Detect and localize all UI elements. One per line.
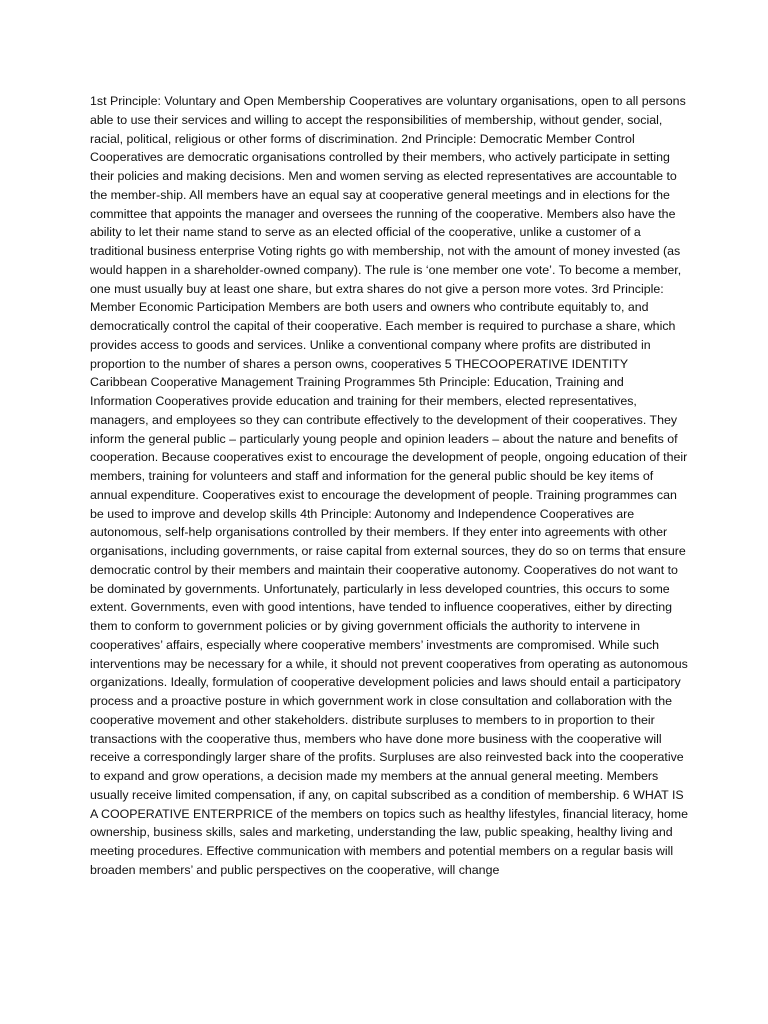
body-text: 1st Principle: Voluntary and Open Membership Cooperatives are voluntary organisations, open to all persons able to use their services and willing to accept the responsibilities of membership, without gender, social, racial, political, religious or other forms of discrimination. 2nd Principle: Democratic Member Control Cooperatives are democratic organisations controlled by their members, who actively participate in setting their policies and making decisions. Men and women serving as elected representatives are accountable to the member-ship. All members have an equal say at cooperative general meetings and in elections for the committee that appoints the manager and oversees the running of the cooperative. Members also have the ability to let their name stand to serve as an elected official of the cooperative, unlike a customer of a traditional business enterprise Voting rights go with membership, not with the amount of money invested (as would happen in a shareholder-owned company). The rule is ‘one member one vote’. To become a member, one must usually buy at least one share, but extra shares do not give a person more votes. 3rd Principle: Member Economic Participation Members are both users and owners who contribute equitably to, and democratically control the capital of their cooperative. Each member is required to purchase a share, which provides access to goods and services. Unlike a conventional company where profits are distributed in proportion to the number of shares a person owns, cooperatives 5 THECOOPERATIVE IDENTITY Caribbean Cooperative Management Training Programmes 5th Principle: Education, Training and Information Cooperatives provide education and training for their members, elected representatives, managers, and employees so they can contribute effectively to the development of their cooperatives. They inform the general public – particularly young people and opinion leaders – about the nature and benefits of cooperation. Because cooperatives exist to encourage the development of people, ongoing education of their members, training for volunteers and staff and information for the general public should be key items of annual expenditure. Cooperatives exist to encourage the development of people. Training programmes can be used to improve and develop skills 4th Principle: Autonomy and Independence Cooperatives are autonomous, self-help organisations controlled by their members. If they enter into agreements with other organisations, including governments, or raise capital from external sources, they do so on terms that ensure democratic control by their members and maintain their cooperative autonomy. Cooperatives do not want to be dominated by governments. Unfortunately, particularly in less developed countries, this occurs to some extent. Governments, even with good intentions, have tended to influence cooperatives, either by directing them to conform to government policies or by giving government officials the authority to intervene in cooperatives’ affairs, especially where cooperative members’ investments are compromised. While such interventions may be necessary for a while, it should not prevent cooperatives from operating as autonomous organizations. Ideally, formulation of cooperative development policies and laws should entail a participatory process and a proactive posture in which government work in close consultation and collaboration with the cooperative movement and other stakeholders. distribute surpluses to members to in proportion to their transactions with the cooperative thus, members who have done more business with the cooperative will receive a correspondingly larger share of the profits. Surpluses are also reinvested back into the cooperative to expand and grow operations, a decision made my members at the annual general meeting. Members usually receive limited compensation, if any, on capital subscribed as a condition of membership. 6 WHAT IS A COOPERATIVE ENTERPRICE of the members on topics such as healthy lifestyles, financial literacy, home ownership, business skills, sales and marketing, understanding the law, public speaking, healthy living and meeting procedures. Effective communication with members and potential members on a regular basis will broaden members’ and public perspectives on the cooperative, will change (90, 94, 688, 877)
